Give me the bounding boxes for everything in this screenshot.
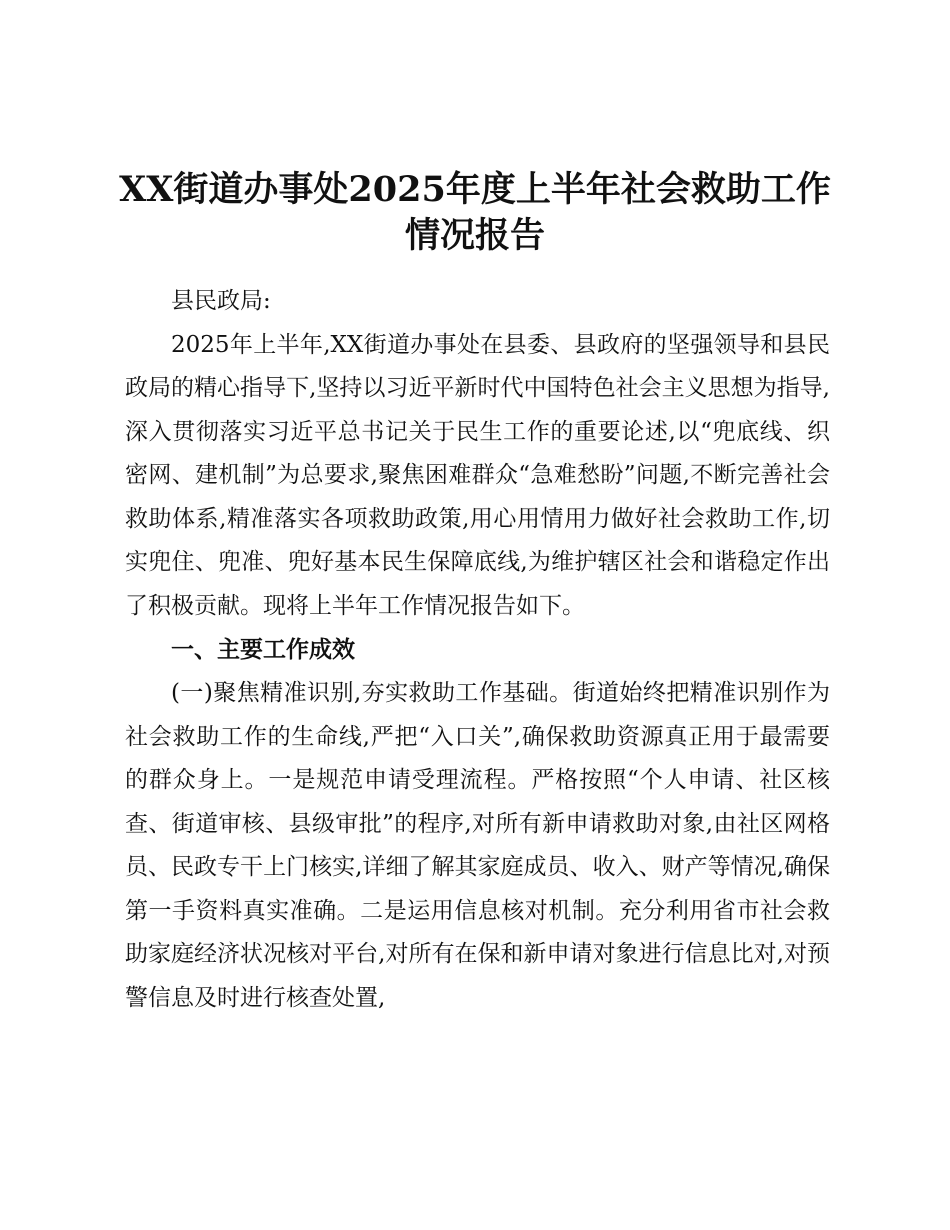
section-heading-main-achievements: 一、主要工作成效 [171, 637, 355, 663]
paragraph-intro: 2025年上半年,XX街道办事处在县委、县政府的坚强领导和县民政局的精心指导下,坚持以习近平新时代中国特色社会主义思想为指导,深入贯彻落实习近平总书记关于民生工作的重要论述,以“兜底线、织密网、建机制”为总要求,聚焦困难群众“急难愁盼”问题,不断完善社会救助体系,精准落实各项救助政策,用心用情用力做好社会救助工作,切实兜住、兜准、兜好基本民生保障底线,为维护辖区社会和谐稳定作出了积极贡献。现将上半年工作情况报告如下。 [125, 331, 830, 619]
salutation: 县民政局: [171, 288, 271, 314]
document-title-line-2: 情况报告 [404, 215, 545, 256]
document-title-line-1: XX街道办事处2025年度上半年社会救助工作 [119, 169, 831, 210]
document-body [125, 280, 830, 1020]
paragraph-precise-identification: (一)聚焦精准识别,夯实救助工作基础。街道始终把精准识别作为社会救助工作的生命线,严把“入口关”,确保救助资源真正用于最需要的群众身上。一是规范申请受理流程。严格按照“个人申请、社区核查、街道审核、县级审批”的程序,对所有新申请救助对象,由社区网格员、民政专干上门核实,详细了解其家庭成员、收入、财产等情况,确保第一手资料真实准确。二是运用信息核对机制。充分利用省市社会救助家庭经济状况核对平台,对所有在保和新申请对象进行信息比对,对预警信息及时进行核查处置, [125, 680, 830, 1011]
